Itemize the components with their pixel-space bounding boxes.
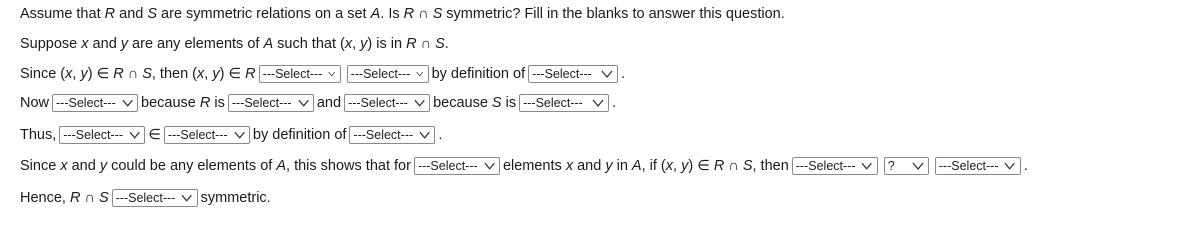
select-since-1[interactable] [259,65,341,83]
var-x: x [81,36,89,52]
var-y: y [99,158,108,174]
select-label: ---Select--- [56,96,116,110]
line-text: and [67,158,100,174]
line-text: . [438,127,443,143]
prompt-text: and [115,6,148,22]
line-text: . [444,36,449,52]
select-label: ---Select--- [115,191,176,205]
line-text: . [1023,158,1028,174]
var-s: S [491,95,502,111]
line-text: ) ∈ [87,66,114,82]
line-text: is [210,95,225,111]
chevron-down-icon [234,130,245,140]
line-text: . [621,66,626,82]
line-text: Thus, [20,127,57,143]
line-text: in [612,158,632,174]
prompt-text: are symmetric relations on a set [157,6,371,22]
select-conclusion-2[interactable] [935,157,1021,175]
select-label: ---Select--- [350,67,411,81]
var-a: A [370,6,381,22]
select-thus-2[interactable] [164,126,250,144]
select-since-definition[interactable] [528,65,618,83]
line-text: elements [502,158,566,174]
select-label: ---Select--- [353,128,414,142]
select-label: ---Select--- [63,128,123,142]
line-text: symmetric. [200,190,271,206]
line-text: Suppose [20,36,82,52]
select-conclusion-relation[interactable] [884,157,929,175]
var-s: S [432,6,443,22]
select-hence[interactable] [112,189,198,207]
prompt-text: symmetric? Fill in the blanks to answer this question. [442,6,785,22]
line-text: and [573,158,606,174]
thus-line [20,125,442,145]
chevron-down-icon [601,69,613,79]
line-text: ) is in [367,36,407,52]
select-now-1[interactable] [52,94,138,112]
var-s: S [147,6,158,22]
var-r: R [406,36,417,52]
select-label: ---Select--- [167,128,228,142]
line-text: , [352,36,361,52]
var-y: y [360,36,368,52]
line-text: Hence, [20,190,70,206]
conclusion-line [20,156,1028,176]
var-s: S [742,158,753,174]
select-thus-1[interactable] [59,126,145,144]
line-text: , then ( [151,66,198,82]
select-conclusion-1[interactable] [792,157,878,175]
var-x: x [565,158,574,174]
var-a: A [263,36,274,52]
line-text: ∩ [416,36,436,52]
line-text: such that ( [273,36,345,52]
chevron-down-icon [181,193,192,203]
var-y: y [605,158,613,174]
select-label: ---Select--- [795,159,856,173]
select-label: ---Select--- [532,67,592,81]
line-text: , then [752,158,789,174]
line-text: because [141,95,200,111]
select-label: ---Select--- [262,67,323,81]
select-now-s-property[interactable] [519,94,609,112]
var-x: x [665,158,673,174]
var-x: x [65,66,73,82]
line-text: ∩ [724,158,743,174]
chevron-down-icon [328,69,335,79]
line-text: , [673,158,682,174]
select-label: ---Select--- [938,159,999,173]
line-text: , this shows that for [286,158,411,174]
line-text: Since ( [20,66,66,82]
line-text: and [316,95,342,111]
question-prompt [20,4,785,24]
select-label: ? [887,159,895,173]
line-text: and [88,36,121,52]
var-s: S [98,190,109,206]
chevron-down-icon [861,161,872,171]
line-text: . [612,95,617,111]
line-text: , [204,66,213,82]
line-text: Now [20,95,50,111]
prompt-text: . Is [380,6,404,22]
var-y: y [681,158,689,174]
select-quantifier[interactable] [414,157,500,175]
chevron-down-icon [484,161,495,171]
suppose-line [20,34,449,54]
prompt-text: ∩ [414,6,433,22]
line-text: ∩ [123,66,143,82]
chevron-down-icon [912,161,924,171]
var-s: S [435,36,445,52]
var-r: R [113,66,124,82]
chevron-down-icon [592,98,604,108]
var-r: R [69,190,81,206]
select-thus-definition[interactable] [349,126,435,144]
var-x: x [344,36,353,52]
chevron-down-icon [416,69,423,79]
var-r: R [403,6,415,22]
var-r: R [245,66,256,82]
var-y: y [212,66,220,82]
var-x: x [60,158,68,174]
line-text: , [72,66,81,82]
select-since-2[interactable] [347,65,429,83]
element-of-symbol: ∈ [148,127,161,143]
line-text: by definition of [431,66,526,82]
select-label: ---Select--- [348,96,408,110]
chevron-down-icon [1004,161,1015,171]
line-text: ∩ [80,190,99,206]
prompt-text: Assume that [20,6,105,22]
var-x: x [197,66,205,82]
var-a: A [276,158,287,174]
hence-line [20,188,271,208]
select-now-2[interactable] [344,94,430,112]
now-line [20,93,616,113]
line-text: could be any elements of [107,158,277,174]
var-r: R [713,158,725,174]
select-now-r-property[interactable] [228,94,314,112]
chevron-down-icon [122,98,133,108]
var-r: R [104,6,116,22]
line-text: Since [20,158,61,174]
since-line [20,64,625,84]
chevron-down-icon [419,130,430,140]
line-text: because [433,95,492,111]
var-r: R [199,95,211,111]
line-text: ) ∈ [219,66,246,82]
chevron-down-icon [298,98,309,108]
line-text: is [501,95,517,111]
line-text: are any elements of [128,36,264,52]
var-y: y [120,36,129,52]
select-label: ---Select--- [523,96,583,110]
var-s: S [142,66,152,82]
chevron-down-icon [129,130,140,140]
line-text: , if ( [641,158,666,174]
select-label: ---Select--- [231,96,292,110]
line-text: ) ∈ [688,158,714,174]
select-label: ---Select--- [417,159,478,173]
chevron-down-icon [414,98,425,108]
line-text: by definition of [252,127,347,143]
var-y: y [80,66,88,82]
var-a: A [631,158,642,174]
